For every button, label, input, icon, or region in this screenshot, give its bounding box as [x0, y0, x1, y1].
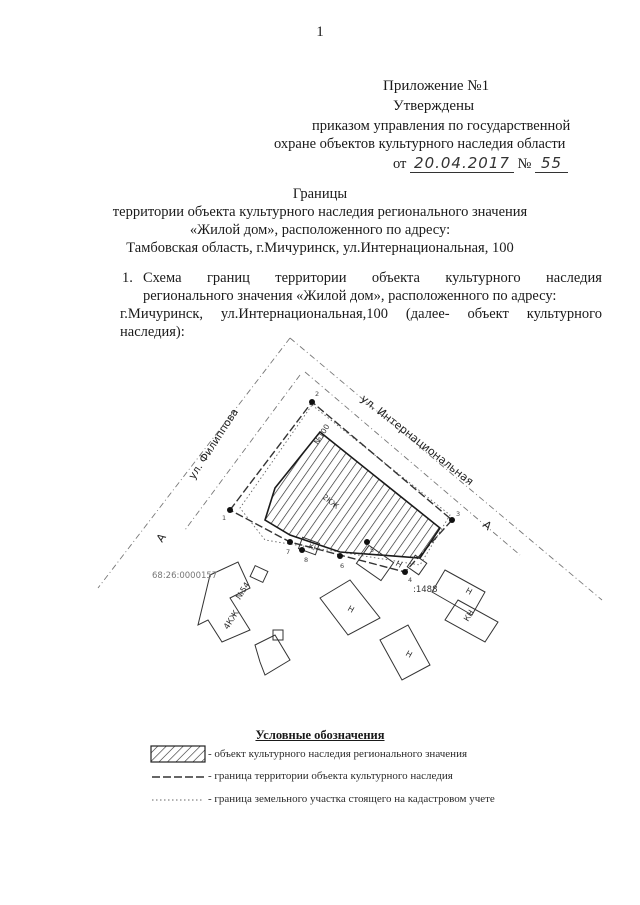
item-word: объект: [467, 306, 509, 322]
item-marker: 1.: [122, 270, 133, 286]
boundary-point: [449, 517, 455, 523]
point-label: 5: [370, 546, 375, 554]
label-1488: :1488: [413, 585, 438, 595]
point-label: 6: [340, 562, 345, 570]
legend-item-parcel: - граница земельного участка стоящего на кадастровом учете: [208, 793, 495, 805]
item-word: объекта: [371, 270, 420, 286]
street-label-international: ул. Интернациональная: [358, 392, 477, 489]
appendix-title: Приложение №1: [383, 78, 490, 94]
label-4kzh: 4КЖ: [222, 608, 242, 632]
boundary-point: [337, 553, 343, 559]
approved-label: Утверждены: [393, 98, 475, 114]
legend-dotted-line: [150, 795, 206, 805]
order-line-1: приказом управления по государственной: [312, 118, 571, 134]
point-label: 2: [315, 390, 320, 398]
item-word: ул.Интернациональная,100: [220, 306, 388, 322]
point-label: 7: [286, 548, 291, 556]
item-word: культурного: [526, 306, 602, 322]
label-n-annex: Н: [394, 558, 404, 570]
item-word: Схема: [143, 270, 182, 286]
legend-item-territory: - граница территории объекта культурного наследия: [208, 770, 453, 782]
point-label: 1: [222, 514, 227, 522]
letter-a-left: А: [153, 531, 169, 545]
boundary-point: [287, 539, 293, 545]
title-borders: Границы: [292, 186, 348, 202]
label-2kzh: 2КЖ: [320, 492, 341, 511]
order-line-2: охране объектов культурного наследия области: [274, 136, 566, 152]
number-handwritten: 55: [535, 154, 568, 173]
building-kn: [445, 600, 498, 642]
small-shed: [250, 566, 268, 583]
legend-hatch-swatch: [150, 745, 206, 763]
legend-item-heritage: - объект культурного наследия регионального значения: [208, 748, 468, 760]
item-word: г.Мичуринск,: [120, 306, 204, 322]
date-handwritten: 20.04.2017: [410, 154, 514, 173]
item-line-1: [143, 270, 602, 287]
item-line-4: наследия):: [120, 324, 185, 340]
item-word: культурного: [445, 270, 521, 286]
label-n-low: Н: [404, 648, 414, 660]
label-n-mid: Н: [346, 603, 356, 615]
boundary-point: [309, 399, 315, 405]
cadastral-number: 68:26:0000157: [152, 571, 218, 581]
title-line-2: территории объекта культурного наследия регионального значения: [112, 204, 528, 220]
point-label: 3: [456, 510, 461, 518]
boundary-scheme-map: [90, 330, 610, 720]
item-word: территории: [275, 270, 347, 286]
order-date-line: [393, 154, 568, 173]
title-line-3: «Жилой дом», расположенного по адресу:: [189, 222, 451, 238]
point-label: 8: [304, 556, 309, 564]
street-label-filippova: ул. Филиппова: [186, 406, 242, 482]
number-prefix: №: [517, 156, 532, 172]
boundary-point: [299, 547, 305, 553]
item-word: (далее-: [405, 306, 450, 322]
date-prefix: от: [393, 156, 407, 172]
legend-title: Условные обозначения: [255, 728, 385, 742]
label-kn: КН: [462, 608, 476, 624]
item-line-2: регионального значения «Жилой дом», расположенного по адресу:: [143, 288, 557, 304]
label-n54: №54: [234, 580, 252, 602]
legend-dashed-line: [150, 772, 206, 782]
boundary-point: [364, 539, 370, 545]
boundary-point: [227, 507, 233, 513]
page-number: 1: [316, 24, 324, 40]
item-line-3: [120, 306, 602, 323]
label-kn-annex: КН: [307, 542, 320, 554]
letter-a-right: А: [480, 518, 495, 534]
building-n-low: [380, 625, 430, 680]
item-word: границ: [206, 270, 250, 286]
boundary-point: [402, 569, 408, 575]
label-n-right: Н: [464, 585, 474, 597]
heritage-object-hatched: [265, 432, 440, 558]
label-n100: №100: [312, 422, 332, 447]
title-address: Тамбовская область, г.Мичуринск, ул.Интернациональная, 100: [126, 240, 514, 256]
building-n-right: [432, 570, 485, 615]
item-word: наследия: [546, 270, 602, 286]
point-label: 4: [408, 576, 413, 584]
building-lower-left: [255, 635, 290, 675]
